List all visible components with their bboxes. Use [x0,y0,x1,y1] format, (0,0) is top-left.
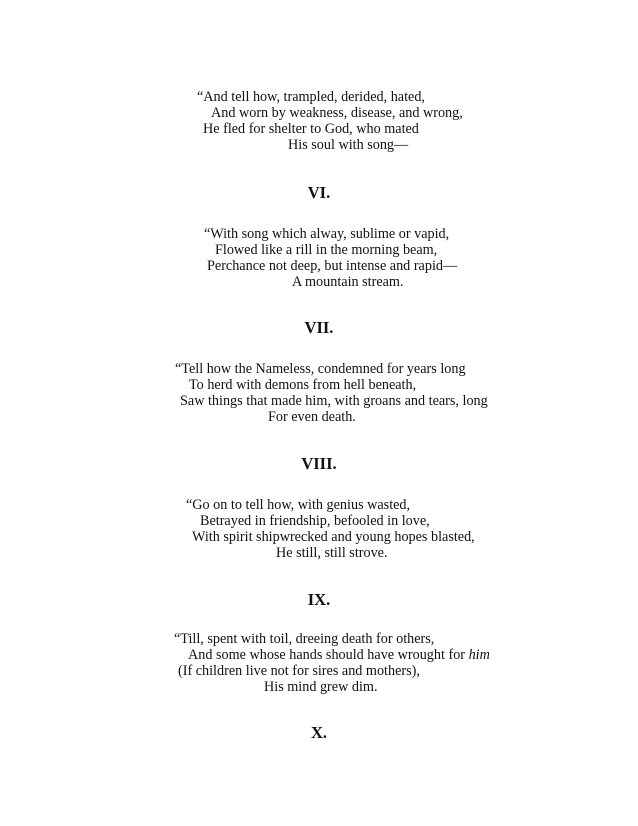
poem-line: To herd with demons from hell beneath, [189,377,417,393]
stanza-heading: VII. [304,318,334,337]
poem-line: His soul with song— [288,137,409,153]
poem-line: With spirit shipwrecked and young hopes blasted, [192,529,475,545]
poem-line: “With song which alway, sublime or vapid, [204,226,450,242]
stanza-heading: X. [310,723,328,742]
stanza-heading: IX. [307,590,331,609]
poem-line: Perchance not deep, but intense and rapid— [207,258,458,274]
stanza-heading: VI. [307,183,331,202]
poem-line: Betrayed in friendship, befooled in love, [200,513,430,529]
poem-line: For even death. [268,409,356,425]
poem-line: Flowed like a rill in the morning beam, [215,242,438,258]
stanza-heading: VIII. [301,454,337,473]
poem-line: “Tell how the Nameless, condemned for years long [175,361,466,377]
poem-line: “Go on to tell how, with genius wasted, [186,497,411,513]
poem-line: (If children live not for sires and mothers), [178,663,420,679]
poem-line: A mountain stream. [292,274,404,290]
emphasized-word: him [468,647,490,663]
poem-line: “And tell how, trampled, derided, hated, [197,89,425,105]
poem-line: And worn by weakness, disease, and wrong, [211,105,463,121]
poem-line: His mind grew dim. [264,679,378,695]
poem-line: He fled for shelter to God, who mated [203,121,419,137]
poem-line: He still, still strove. [276,545,388,561]
poem-line: “Till, spent with toil, dreeing death for others, [174,631,435,647]
poem-line: Saw things that made him, with groans and tears, long [180,393,488,409]
poem-line [188,647,490,663]
poem-line-text: And some whose hands should have wrought for [188,647,469,663]
